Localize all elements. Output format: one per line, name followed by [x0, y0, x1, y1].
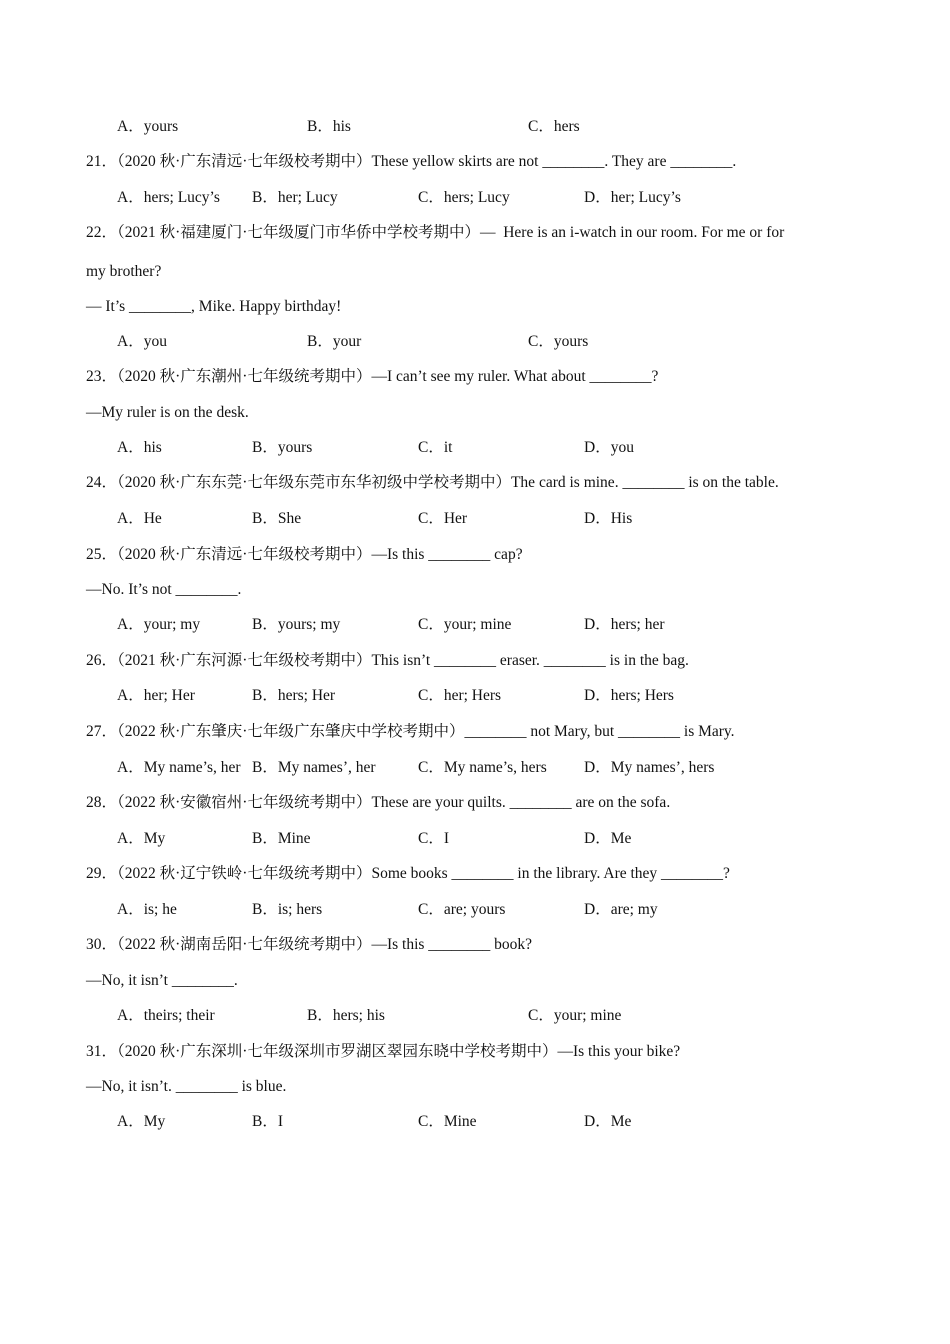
option-b: B．is; hers [252, 901, 323, 918]
question-29: 29．（2022 秋·辽宁铁岭·七年级统考期中）Some books ________ in the library. Are they ________? [86, 865, 730, 882]
option-a: A．his [117, 439, 162, 456]
question-22: 22．（2021 秋·福建厦门·七年级厦门市华侨中学校考期中）— Here is an i-watch in our room. For me or for [86, 224, 785, 241]
question-23: 23．（2020 秋·广东潮州·七年级统考期中）—I can’t see my ruler. What about ________? [86, 368, 659, 385]
option-c: C．Her [418, 510, 468, 527]
question-26: 26．（2021 秋·广东河源·七年级校考期中）This isn’t ________ eraser. ________ is in the bag. [86, 652, 689, 669]
option-b: B．I [252, 1113, 284, 1130]
option-b: B．her; Lucy [252, 189, 338, 206]
option-a: A．your; my [117, 616, 201, 633]
question-25: 25．（2020 秋·广东清远·七年级校考期中）—Is this ________ cap? [86, 546, 523, 563]
question-27: 27．（2022 秋·广东肇庆·七年级广东肇庆中学校考期中）________ not Mary, but ________ is Mary. [86, 723, 735, 740]
option-d: D．His [584, 510, 633, 527]
option-c: C．I [418, 830, 450, 847]
option-a: A．yours [117, 118, 179, 135]
option-d: D．are; my [584, 901, 658, 918]
option-a: A．hers; Lucy’s [117, 189, 220, 206]
option-c: C．hers; Lucy [418, 189, 510, 206]
question-28: 28．（2022 秋·安徽宿州·七年级统考期中）These are your quilts. ________ are on the sofa. [86, 794, 671, 811]
option-b: B．hers; his [307, 1007, 385, 1024]
question-30-line-2: —No, it isn’t ________. [86, 972, 238, 989]
option-a: A．He [117, 510, 162, 527]
option-c: C．it [418, 439, 453, 456]
option-b: B．yours [252, 439, 313, 456]
question-30: 30．（2022 秋·湖南岳阳·七年级统考期中）—Is this ________ book? [86, 936, 533, 953]
question-22-line-2: my brother? [86, 263, 162, 280]
option-b: B．yours; my [252, 616, 341, 633]
option-c: C．your; mine [418, 616, 512, 633]
question-24: 24．（2020 秋·广东东莞·七年级东莞市东华初级中学校考期中）The card is mine. ________ is on the table. [86, 474, 779, 491]
option-b: B．his [307, 118, 351, 135]
question-25-line-2: —No. It’s not ________. [86, 581, 242, 598]
question-31-line-2: —No, it isn’t. ________ is blue. [86, 1078, 287, 1095]
option-c: C．her; Hers [418, 687, 502, 704]
option-a: A．is; he [117, 901, 177, 918]
option-d: D．hers; her [584, 616, 665, 633]
option-b: B．your [307, 333, 362, 350]
option-d: D．Me [584, 830, 632, 847]
option-c: C．Mine [418, 1113, 477, 1130]
option-c: C．My name’s, hers [418, 759, 547, 776]
option-c: C．yours [528, 333, 589, 350]
option-a: A．you [117, 333, 167, 350]
option-a: A．My name’s, her [117, 759, 241, 776]
option-c: C．are; yours [418, 901, 506, 918]
option-d: D．her; Lucy’s [584, 189, 681, 206]
question-31: 31．（2020 秋·广东深圳·七年级深圳市罗湖区翠园东晓中学校考期中）—Is this your bike? [86, 1043, 681, 1060]
option-d: D．My names’, hers [584, 759, 715, 776]
option-b: B．Mine [252, 830, 311, 847]
option-c: C．your; mine [528, 1007, 622, 1024]
option-d: D．hers; Hers [584, 687, 674, 704]
option-b: B．My names’, her [252, 759, 376, 776]
option-a: A．her; Her [117, 687, 195, 704]
option-b: B．She [252, 510, 302, 527]
question-21: 21．（2020 秋·广东清远·七年级校考期中）These yellow skirts are not ________. They are ________. [86, 153, 737, 170]
option-d: D．Me [584, 1113, 632, 1130]
option-a: A．My [117, 830, 166, 847]
option-d: D．you [584, 439, 634, 456]
option-a: A．My [117, 1113, 166, 1130]
option-c: C．hers [528, 118, 580, 135]
option-b: B．hers; Her [252, 687, 336, 704]
option-a: A．theirs; their [117, 1007, 215, 1024]
question-23-line-2: —My ruler is on the desk. [86, 404, 249, 421]
question-22-line-3: — It’s ________, Mike. Happy birthday! [86, 298, 342, 315]
